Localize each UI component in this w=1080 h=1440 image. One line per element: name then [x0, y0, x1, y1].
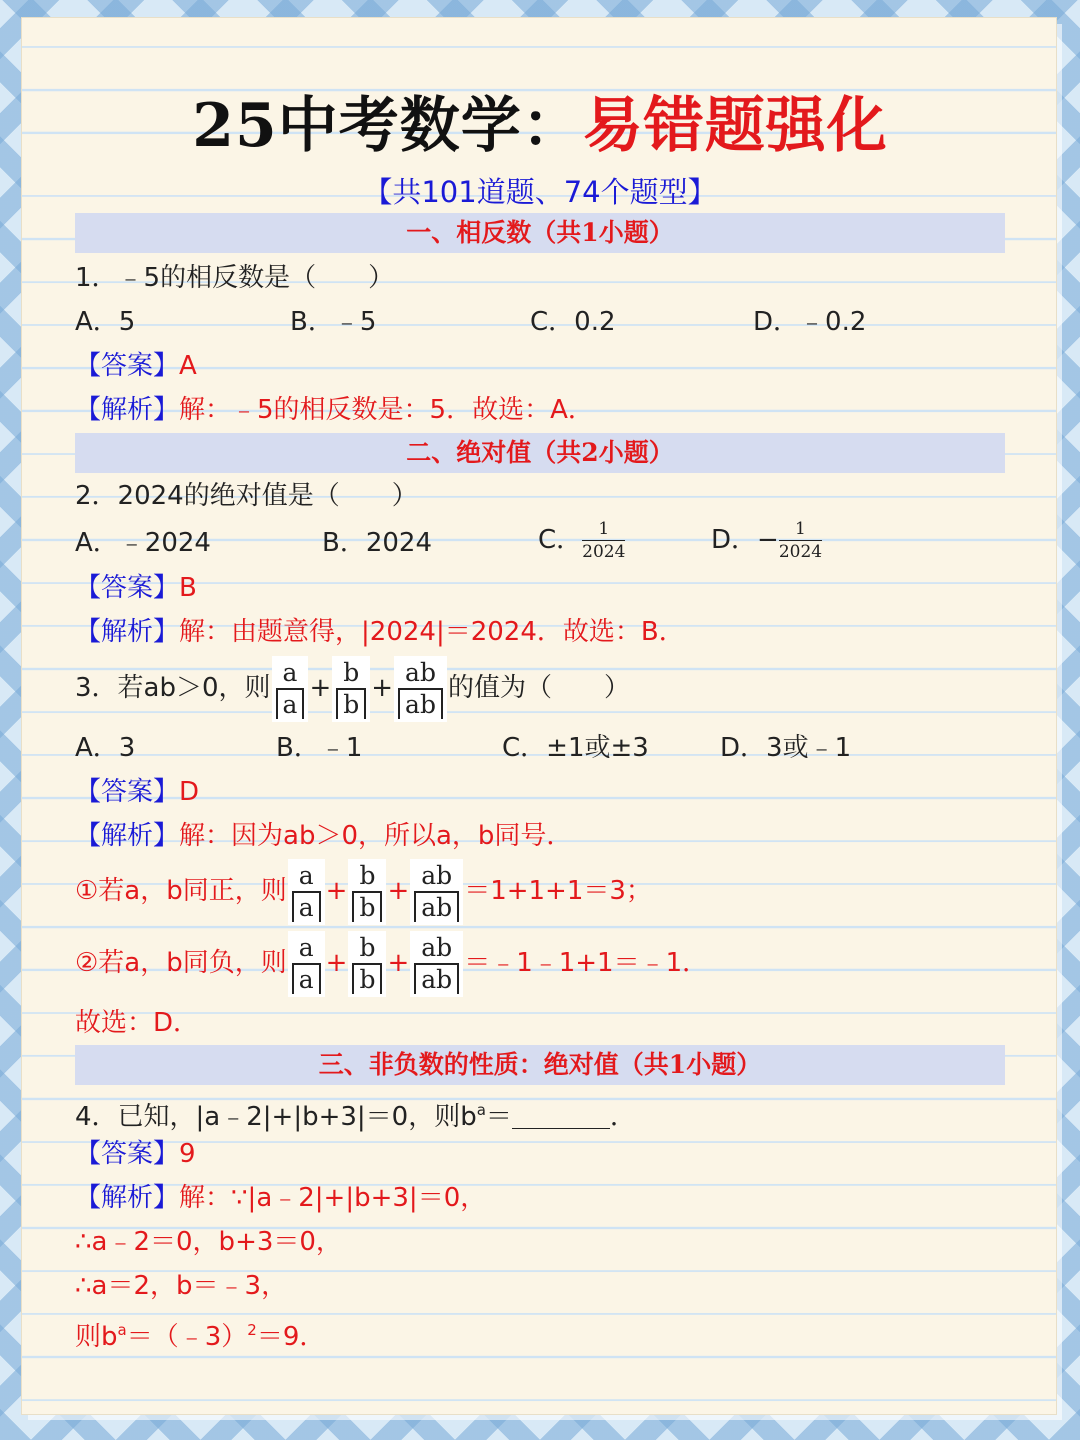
q3-fraction-b: $\frac{b}{b}$	[332, 656, 370, 722]
question-4-stem: 4．已知，|a﹣2|+|b+3|＝0，则$b^a=$ ．	[75, 1101, 636, 1132]
q4-answer-blank[interactable]	[512, 1104, 610, 1129]
q3-fraction-ab: $\frac{ab}{ab}$	[394, 656, 447, 722]
q3-case2-fraction-ab: $\frac{ab}{ab}$	[410, 931, 463, 997]
q4-step-3: 则$b^a=(﹣3)^2=9$．	[75, 1321, 326, 1352]
q4-answer: 【答案】9	[75, 1139, 196, 1169]
q3-case1-fraction-b: $\frac{b}{b}$	[348, 859, 386, 925]
section-header-2: 二、绝对值（共2小题）	[75, 433, 1005, 473]
page-title: 25中考数学：易错题强化	[192, 91, 888, 161]
q2-option-d-fraction: $\frac{1}{2024}$	[778, 519, 823, 562]
q3-case2-fraction-b: $\frac{b}{b}$	[348, 931, 386, 997]
q3-case1-fraction-ab: $\frac{ab}{ab}$	[410, 859, 463, 925]
q1-analysis: 【解析】解：﹣5的相反数是：5．故选：A．	[75, 395, 594, 425]
q3-case-negative: ②若a，b同负，则 $\frac{a}{a}$ + $\frac{b}{b}$ + $\frac{ab}{ab}$ ＝﹣1﹣1+1＝﹣1．	[75, 929, 708, 997]
q3-option-b: B．﹣1	[276, 733, 363, 763]
q3-conclusion: 故选：D．	[75, 1008, 200, 1038]
q4-step-2: ∴a＝2，b＝﹣3，	[75, 1271, 288, 1301]
q3-fraction-a: $\frac{a}{a}$	[272, 656, 309, 722]
q3-case2-fraction-a: $\frac{a}{a}$	[288, 931, 325, 997]
section-header-1: 一、相反数（共1小题）	[75, 213, 1005, 253]
q3-analysis: 【解析】解：因为ab＞0，所以a，b同号．	[75, 821, 573, 851]
question-2-stem: 2．2024的绝对值是（ ）	[75, 481, 418, 511]
q3-option-a: A．3	[75, 733, 136, 763]
section-header-3: 三、非负数的性质：绝对值（共1小题）	[75, 1045, 1005, 1085]
question-3-stem: 3．若ab＞0，则 $\frac{a}{a}$ + $\frac{b}{b}$ + $\frac{ab}{ab}$ 的值为（ ）	[75, 654, 630, 722]
q2-option-b: B．2024	[322, 528, 433, 558]
q2-option-d: D．− $\frac{1}{2024}$	[711, 519, 823, 562]
q1-option-c: C．0.2	[530, 307, 616, 337]
q1-option-d: D．﹣0.2	[753, 307, 867, 337]
q3-option-d: D．3或﹣1	[720, 733, 852, 763]
q4-step-1: ∴a﹣2＝0，b+3＝0，	[75, 1227, 342, 1257]
q2-analysis: 【解析】解：由题意得，|2024|＝2024．故选：B．	[75, 617, 685, 647]
q1-option-b: B．﹣5	[290, 307, 377, 337]
q3-option-c: C．±1或±3	[502, 733, 649, 763]
q1-answer: 【答案】A	[75, 351, 197, 381]
q1-option-a: A．5	[75, 307, 136, 337]
q2-option-c-fraction: $\frac{1}{2024}$	[582, 519, 626, 562]
q3-case1-fraction-a: $\frac{a}{a}$	[288, 859, 325, 925]
q4-analysis: 【解析】解：∵|a﹣2|+|b+3|＝0，	[75, 1183, 487, 1213]
q3-answer: 【答案】D	[75, 777, 200, 807]
q2-option-c: C． $\frac{1}{2024}$	[538, 519, 626, 562]
question-1-stem: 1．﹣5的相反数是（ ）	[75, 263, 395, 293]
q3-case-positive: ①若a，b同正，则 $\frac{a}{a}$ + $\frac{b}{b}$ + $\frac{ab}{ab}$ ＝1+1+1＝3；	[75, 857, 652, 925]
q2-option-a: A．﹣2024	[75, 528, 211, 558]
q2-answer: 【答案】B	[75, 573, 197, 603]
page-subtitle: 【共101道题、74个题型】	[363, 175, 717, 209]
